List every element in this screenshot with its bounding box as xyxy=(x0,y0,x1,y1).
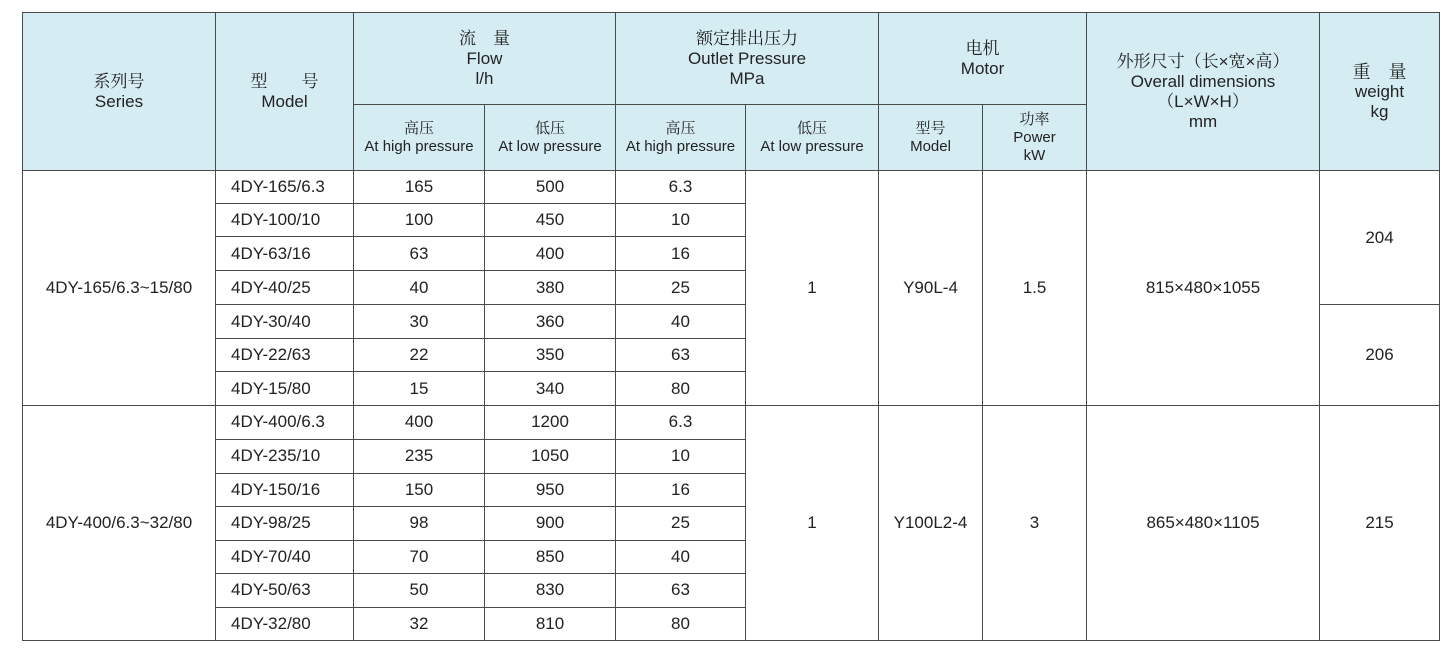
header-series: 系列号 Series xyxy=(23,13,216,171)
model-cell: 4DY-98/25 xyxy=(216,506,354,540)
pressure-high-cell: 6.3 xyxy=(616,406,746,439)
header-pressure-low: 低压 At low pressure xyxy=(746,105,879,171)
header-pressure-high: 高压 At high pressure xyxy=(616,105,746,171)
pressure-high-cell: 63 xyxy=(616,339,746,372)
pressure-high-cell: 63 xyxy=(616,573,746,607)
flow-high-cell: 32 xyxy=(354,607,485,640)
header-flow-high: 高压 At high pressure xyxy=(354,105,485,171)
model-cell: 4DY-32/80 xyxy=(216,607,354,640)
header-weight: 重 量 weight kg xyxy=(1320,13,1440,171)
model-cell: 4DY-63/16 xyxy=(216,237,354,271)
pressure-high-cell: 80 xyxy=(616,607,746,640)
flow-low-cell: 950 xyxy=(485,473,616,506)
flow-high-cell: 22 xyxy=(354,339,485,372)
flow-low-cell: 500 xyxy=(485,171,616,204)
series-cell: 4DY-165/6.3~15/80 xyxy=(23,171,216,406)
model-cell: 4DY-165/6.3 xyxy=(216,171,354,204)
table-row xyxy=(23,171,1440,204)
model-cell: 4DY-40/25 xyxy=(216,271,354,305)
model-cell: 4DY-100/10 xyxy=(216,204,354,237)
flow-high-cell: 30 xyxy=(354,305,485,339)
flow-low-cell: 360 xyxy=(485,305,616,339)
dimensions-cell: 865×480×1105 xyxy=(1087,406,1320,641)
model-cell: 4DY-22/63 xyxy=(216,339,354,372)
table-body xyxy=(23,171,1440,641)
weight-cell: 204 xyxy=(1320,171,1440,305)
pressure-high-cell: 16 xyxy=(616,473,746,506)
model-cell: 4DY-400/6.3 xyxy=(216,406,354,439)
flow-high-cell: 40 xyxy=(354,271,485,305)
header-model: 型 号 Model xyxy=(216,13,354,171)
flow-high-cell: 100 xyxy=(354,204,485,237)
pressure-high-cell: 16 xyxy=(616,237,746,271)
motor-model-cell: Y100L2-4 xyxy=(879,406,983,641)
pressure-high-cell: 10 xyxy=(616,439,746,473)
model-cell: 4DY-150/16 xyxy=(216,473,354,506)
model-cell: 4DY-70/40 xyxy=(216,540,354,573)
flow-low-cell: 350 xyxy=(485,339,616,372)
flow-low-cell: 900 xyxy=(485,506,616,540)
flow-high-cell: 150 xyxy=(354,473,485,506)
model-cell: 4DY-50/63 xyxy=(216,573,354,607)
header-motor: 电机 Motor xyxy=(879,13,1087,105)
series-cell: 4DY-400/6.3~32/80 xyxy=(23,406,216,641)
spec-table xyxy=(22,12,1440,641)
header-dimensions: 外形尺寸（长×宽×高） Overall dimensions （L×W×H） mm xyxy=(1087,13,1320,171)
flow-low-cell: 400 xyxy=(485,237,616,271)
pressure-high-cell: 10 xyxy=(616,204,746,237)
model-cell: 4DY-30/40 xyxy=(216,305,354,339)
flow-high-cell: 235 xyxy=(354,439,485,473)
motor-power-cell: 3 xyxy=(983,406,1087,641)
flow-low-cell: 340 xyxy=(485,372,616,406)
flow-high-cell: 50 xyxy=(354,573,485,607)
weight-cell: 215 xyxy=(1320,406,1440,641)
flow-low-cell: 810 xyxy=(485,607,616,640)
table-row xyxy=(23,406,1440,439)
flow-low-cell: 450 xyxy=(485,204,616,237)
flow-high-cell: 63 xyxy=(354,237,485,271)
header-motor-model: 型号 Model xyxy=(879,105,983,171)
pressure-high-cell: 40 xyxy=(616,540,746,573)
flow-high-cell: 15 xyxy=(354,372,485,406)
header-outlet-pressure: 额定排出压力 Outlet Pressure MPa xyxy=(616,13,879,105)
flow-high-cell: 400 xyxy=(354,406,485,439)
flow-low-cell: 850 xyxy=(485,540,616,573)
pressure-high-cell: 6.3 xyxy=(616,171,746,204)
pressure-low-cell: 1 xyxy=(746,406,879,641)
flow-low-cell: 380 xyxy=(485,271,616,305)
flow-high-cell: 98 xyxy=(354,506,485,540)
header-motor-power: 功率 Power kW xyxy=(983,105,1087,171)
table-header xyxy=(23,13,1440,171)
motor-model-cell: Y90L-4 xyxy=(879,171,983,406)
flow-low-cell: 1050 xyxy=(485,439,616,473)
dimensions-cell: 815×480×1055 xyxy=(1087,171,1320,406)
flow-low-cell: 1200 xyxy=(485,406,616,439)
flow-high-cell: 165 xyxy=(354,171,485,204)
motor-power-cell: 1.5 xyxy=(983,171,1087,406)
model-cell: 4DY-235/10 xyxy=(216,439,354,473)
header-flow: 流 量 Flow l/h xyxy=(354,13,616,105)
model-cell: 4DY-15/80 xyxy=(216,372,354,406)
pressure-high-cell: 80 xyxy=(616,372,746,406)
flow-low-cell: 830 xyxy=(485,573,616,607)
pressure-high-cell: 40 xyxy=(616,305,746,339)
weight-cell: 206 xyxy=(1320,305,1440,406)
flow-high-cell: 70 xyxy=(354,540,485,573)
pressure-high-cell: 25 xyxy=(616,506,746,540)
pressure-low-cell: 1 xyxy=(746,171,879,406)
header-flow-low: 低压 At low pressure xyxy=(485,105,616,171)
pressure-high-cell: 25 xyxy=(616,271,746,305)
